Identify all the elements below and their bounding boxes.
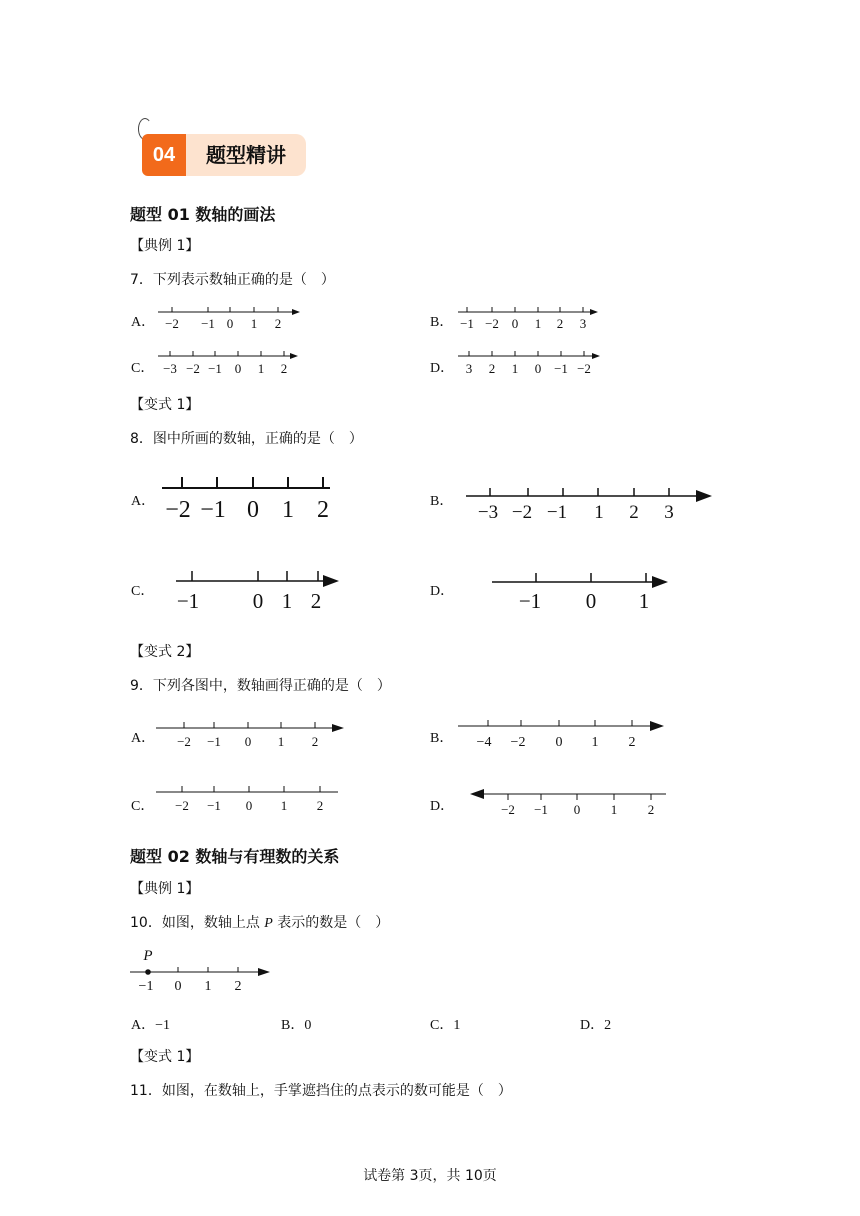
q7-c-tick-label: 2 [280, 361, 288, 376]
section-title-02: 题型 02 数轴与有理数的关系 [130, 847, 340, 866]
q7-d-tick-label: 2 [488, 361, 496, 376]
q7-a-tick-label: −2 [165, 316, 179, 331]
section-badge [142, 134, 306, 176]
q8-c-tick-label: 1 [281, 589, 293, 613]
q8-b-tick-label: 3 [664, 502, 674, 523]
q7-option-a-numberline [150, 300, 310, 336]
q9-option-d-numberline [466, 782, 672, 820]
q9-option-c-numberline [152, 780, 342, 816]
q8-a-tick-label: 1 [282, 497, 294, 523]
q8-option-c-numberline [172, 566, 344, 614]
q8-c-tick-label: −1 [176, 589, 200, 613]
question-8: 8．图中所画的数轴，正确的是（ ） [130, 431, 363, 447]
q10-tick-label: −1 [138, 979, 154, 994]
q9-c-tick-label: 2 [316, 798, 324, 813]
badge-title: 题型精讲 [186, 134, 306, 176]
question-10-suffix: 表示的数是（ ） [272, 915, 390, 931]
section-title-01: 题型 01 数轴的画法 [130, 205, 276, 224]
q7-d-tick-label: −2 [577, 361, 591, 376]
q7-option-b-numberline [452, 300, 604, 336]
q7-b-tick-label: 2 [556, 316, 564, 331]
q9-c-tick-label: −2 [175, 798, 189, 813]
tag-variant-2: 【变式 2】 [130, 644, 200, 660]
q8-a-tick-label: 2 [317, 497, 329, 523]
q8-c-tick-label: 2 [310, 589, 322, 613]
q9-option-c-label: C． [131, 799, 155, 814]
q7-c-tick-label: −3 [163, 361, 177, 376]
q9-option-a-numberline [152, 716, 348, 752]
question-10 [130, 912, 389, 932]
q10-option-b: B．0 [281, 1018, 312, 1033]
q7-a-tick-label: 0 [226, 316, 234, 331]
q8-option-d-label: D． [430, 584, 455, 599]
q9-option-b-numberline [454, 714, 668, 752]
q10-tick-label: 2 [234, 979, 242, 994]
q10-numberline [128, 944, 276, 996]
q7-option-b-label: B． [430, 315, 454, 330]
q8-a-tick-label: −1 [200, 497, 226, 523]
q10-option-a: A．−1 [131, 1018, 171, 1033]
q7-b-tick-label: 1 [534, 316, 542, 331]
q9-c-tick-label: 1 [280, 798, 288, 813]
q9-d-tick-label: 0 [573, 802, 581, 817]
q7-b-tick-label: 3 [579, 316, 587, 331]
q7-c-tick-label: −2 [186, 361, 200, 376]
q8-d-tick-label: −1 [518, 589, 542, 613]
q8-d-tick-label: 0 [585, 589, 597, 613]
q7-c-tick-label: 1 [257, 361, 265, 376]
q9-option-d-label: D． [430, 799, 455, 814]
question-11: 11．如图，在数轴上，手掌遮挡住的点表示的数可能是（ ） [130, 1083, 512, 1099]
q9-a-tick-label: 1 [277, 734, 285, 749]
q7-b-tick-label: −1 [460, 316, 474, 331]
q8-d-tick-label: 1 [638, 589, 650, 613]
q7-b-tick-label: −2 [485, 316, 499, 331]
tag-example-1: 【典例 1】 [130, 238, 200, 254]
question-7: 7．下列表示数轴正确的是（ ） [130, 272, 335, 288]
q7-c-tick-label: 0 [234, 361, 242, 376]
q10-point-label: P [143, 948, 153, 964]
q8-a-tick-label: 0 [247, 497, 259, 523]
q8-b-tick-label: −2 [511, 502, 533, 523]
q7-a-tick-label: 1 [250, 316, 258, 331]
q10-point-dot [145, 969, 151, 975]
q9-option-a-label: A． [131, 731, 156, 746]
q7-d-tick-label: 1 [511, 361, 519, 376]
tag-example-1-section-2: 【典例 1】 [130, 881, 200, 897]
q7-d-tick-label: −1 [554, 361, 568, 376]
q8-option-b-label: B． [430, 494, 454, 509]
q9-d-tick-label: 2 [647, 802, 655, 817]
question-10-prefix: 10．如图，数轴上点 [130, 915, 265, 931]
q9-a-tick-label: −2 [177, 734, 191, 749]
q10-tick-label: 0 [174, 979, 182, 994]
q9-a-tick-label: 2 [311, 734, 319, 749]
q8-option-d-numberline [488, 566, 672, 614]
q10-tick-label: 1 [204, 979, 212, 994]
q7-d-tick-label: 0 [534, 361, 542, 376]
q7-option-d-label: D． [430, 361, 455, 376]
q9-b-tick-label: −2 [510, 735, 526, 750]
q10-option-c: C．1 [430, 1018, 461, 1033]
q9-b-tick-label: 1 [591, 735, 599, 750]
q8-option-a-numberline [160, 470, 340, 526]
q8-option-c-label: C． [131, 584, 155, 599]
q9-a-tick-label: −1 [207, 734, 221, 749]
page-footer: 试卷第 3页，共 10页 [363, 1168, 497, 1184]
q9-b-tick-label: 0 [555, 735, 563, 750]
badge-number: 04 [142, 134, 186, 176]
q7-option-c-label: C． [131, 361, 155, 376]
question-10-variable: P [264, 916, 273, 931]
q7-a-tick-label: −1 [201, 316, 215, 331]
q7-c-tick-label: −1 [208, 361, 222, 376]
q8-b-tick-label: 1 [594, 502, 604, 523]
q9-a-tick-label: 0 [244, 734, 252, 749]
q7-d-tick-label: 3 [465, 361, 473, 376]
q8-a-tick-label: −2 [165, 497, 191, 523]
q8-option-a-label: A． [131, 494, 156, 509]
tag-variant-1: 【变式 1】 [130, 397, 200, 413]
q9-d-tick-label: −2 [501, 802, 515, 817]
q7-b-tick-label: 0 [511, 316, 519, 331]
q9-d-tick-label: 1 [610, 802, 618, 817]
q10-option-d: D．2 [580, 1018, 612, 1033]
q8-b-tick-label: −1 [546, 502, 568, 523]
q9-c-tick-label: 0 [245, 798, 253, 813]
q8-b-tick-label: −3 [477, 502, 499, 523]
q7-option-c-numberline [150, 344, 306, 380]
question-9: 9．下列各图中，数轴画得正确的是（ ） [130, 678, 391, 694]
q7-option-d-numberline [452, 344, 606, 380]
q9-b-tick-label: 2 [628, 735, 636, 750]
q8-c-tick-label: 0 [252, 589, 264, 613]
tag-variant-1-section-2: 【变式 1】 [130, 1049, 200, 1065]
q8-b-tick-label: 2 [629, 502, 639, 523]
q8-option-b-numberline [462, 484, 716, 524]
q9-b-tick-label: −4 [476, 735, 492, 750]
q9-c-tick-label: −1 [207, 798, 221, 813]
q7-a-tick-label: 2 [274, 316, 282, 331]
q7-option-a-label: A． [131, 315, 156, 330]
q9-d-tick-label: −1 [534, 802, 548, 817]
q9-option-b-label: B． [430, 731, 454, 746]
